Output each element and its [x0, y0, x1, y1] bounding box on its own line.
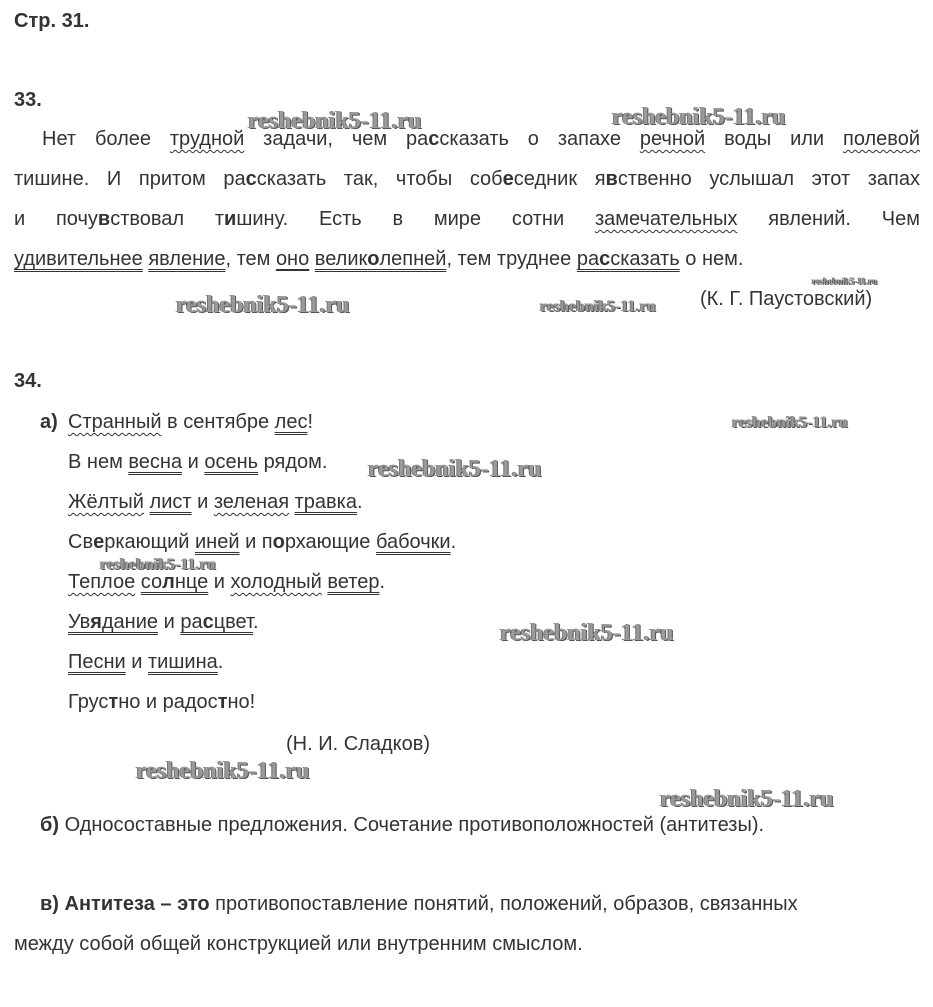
poem-line-3: Жёлтый лист и зеленая травка.	[68, 491, 363, 513]
poem-author: (Н. И. Сладков)	[286, 733, 430, 755]
watermark: reshebnik5-11.ru	[176, 292, 350, 318]
poem-line-6: Увядание и расцвет.	[68, 611, 259, 633]
poem-line-1: Странный в сентябре лес!	[68, 411, 314, 433]
ex34-a-label: а)	[40, 411, 58, 433]
ex33-line-2: тишине. И притом рассказать так, чтобы собеседник явственно услышал этот запах	[14, 168, 921, 190]
poem-line-2: В нем весна и осень рядом.	[68, 451, 328, 473]
ex34-b: б) Односоставные предложения. Сочетание противоположностей (антитезы).	[40, 814, 765, 836]
ex34-v-line-1: в) Антитеза – это противопоставление понятий, положений, образов, связанных	[40, 893, 798, 915]
watermark: reshebnik5-11.ru	[136, 758, 310, 784]
watermark: reshebnik5-11.ru	[368, 456, 542, 482]
ex34-v-line-2: между собой общей конструкцией или внутренним смыслом.	[14, 933, 583, 955]
page-number: Стр. 31.	[14, 10, 90, 32]
ex33-line-3: и почувствовал тишину. Есть в мире сотни замечательных явлений. Чем	[14, 208, 920, 230]
watermark: reshebnik5-11.ru	[732, 414, 848, 431]
watermark: reshebnik5-11.ru	[612, 104, 786, 130]
watermark: reshebnik5-11.ru	[100, 556, 216, 573]
exercise-34-number: 34.	[14, 370, 42, 392]
ex33-author: (К. Г. Паустовский)	[700, 288, 873, 310]
poem-line-5: Теплое солнце и холодный ветер.	[68, 571, 386, 593]
poem-line-8: Грустно и радостно!	[68, 691, 256, 713]
ex33-line-4: удивительнее явление, тем оно великолепней, тем труднее рассказать о нем.	[14, 248, 744, 270]
watermark: reshebnik5-11.ru	[660, 786, 834, 812]
ex33-line-1: Нет более трудной задачи, чем рассказать о запахе речной воды или полевой	[42, 128, 920, 150]
watermark: reshebnik5-11.ru	[500, 620, 674, 646]
watermark: reshebnik5-11.ru	[248, 108, 422, 134]
poem-line-7: Песни и тишина.	[68, 651, 224, 673]
poem-line-4: Сверкающий иней и порхающие бабочки.	[68, 531, 457, 553]
watermark: reshebnik5-11.ru	[812, 276, 878, 286]
watermark: reshebnik5-11.ru	[540, 298, 656, 315]
exercise-33-number: 33.	[14, 89, 42, 111]
